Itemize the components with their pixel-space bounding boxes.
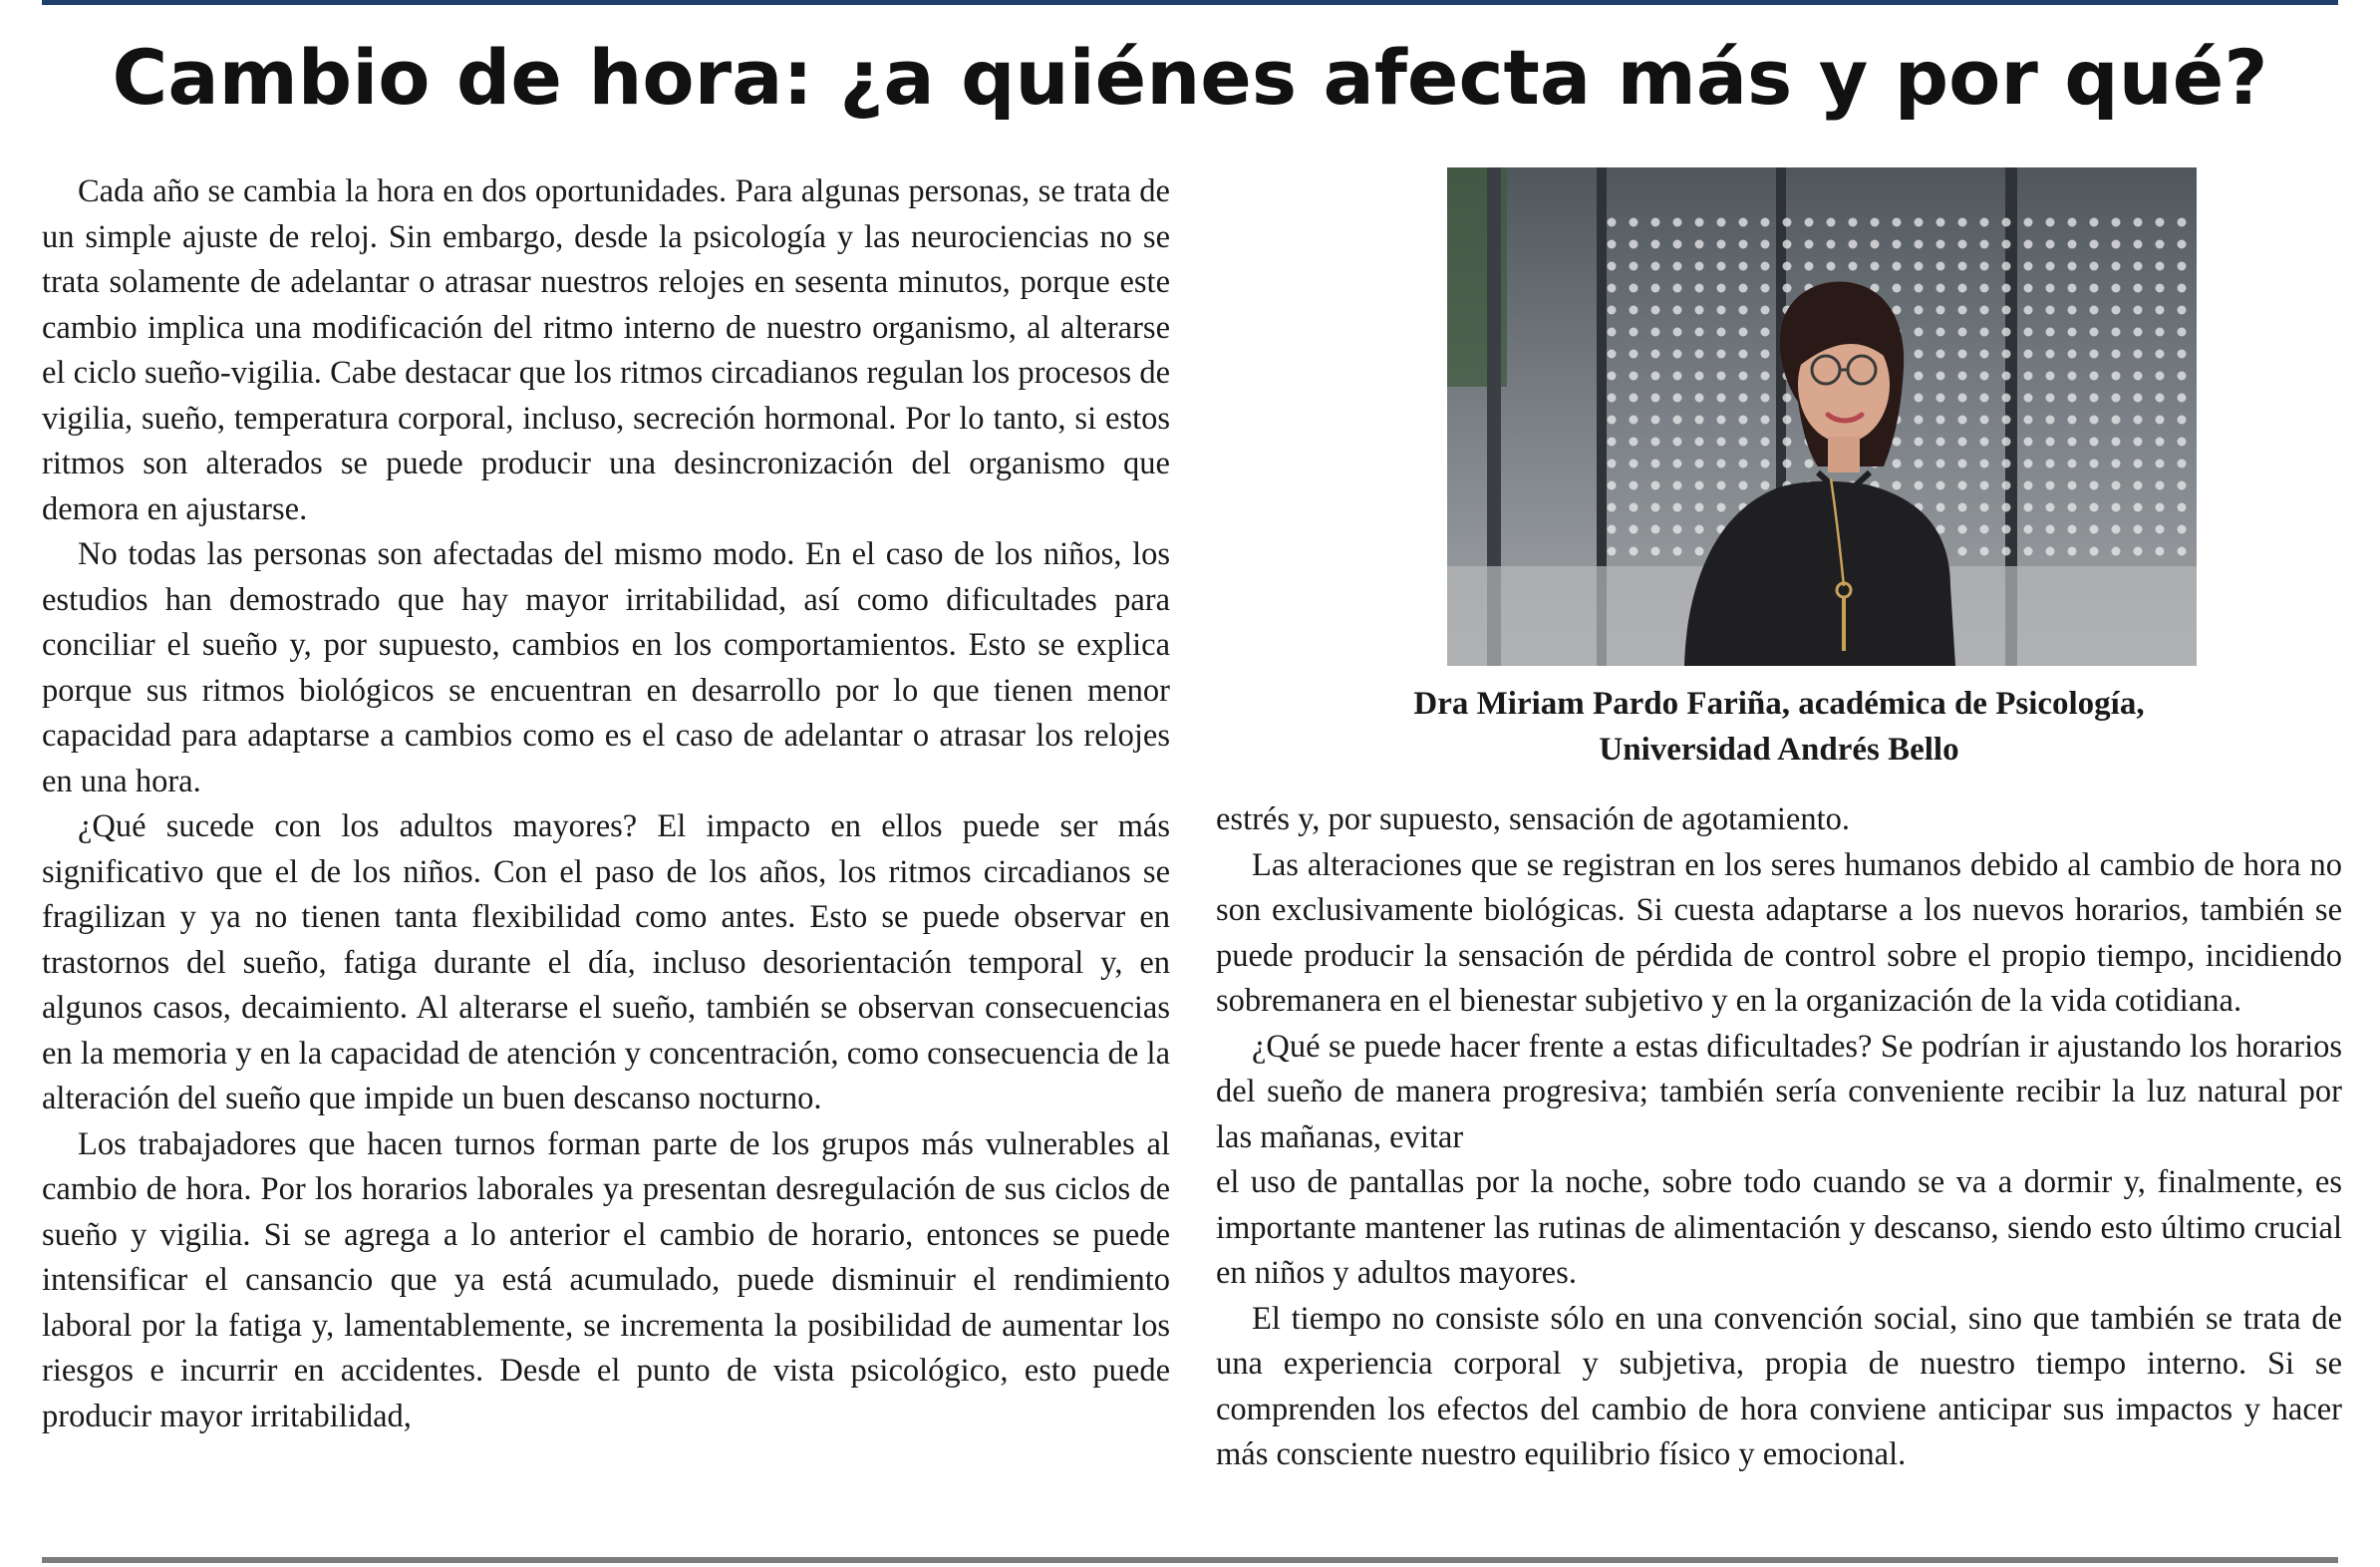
top-rule bbox=[42, 0, 2338, 5]
paragraph: Los trabajadores que hacen turnos forman parte de los grupos más vulnerables al cambio de hora. Por los horarios laborales ya presentan desregulación de sus ciclos de sueño y vigilia. Si se agrega a lo anterior el cambio de horario, entonces se puede intensificar el cansancio que ya está acumulado, puede disminuir el rendimiento laboral por la fatiga y, lamentablemente, se incrementa la posibilidad de aumentar los riesgos e incurrir en accidentes. Desde el punto de vista psicológico, esto puede producir mayor irritabilidad, bbox=[42, 1125, 1170, 1434]
headline: Cambio de hora: ¿a quiénes afecta más y por qué? bbox=[112, 33, 2268, 122]
photo-caption bbox=[1216, 681, 2342, 773]
bottom-rule bbox=[42, 1557, 2338, 1563]
paragraph: No todas las personas son afectadas del mismo modo. En el caso de los niños, los estudios han demostrado que hay mayor irritabilidad, así como dificultades para conciliar el sueño y, por supuesto, cambios en los comportamientos. Esto se explica porque sus ritmos biológicos se encuentran en desarrollo por lo que tienen menor capacidad para adaptarse a cambios como es el caso de adelantar o atrasar los relojes en una hora. bbox=[42, 536, 1170, 799]
paragraph: el uso de pantallas por la noche, sobre todo cuando se va a dormir y, finalmente, es importante mantener las rutinas de alimentación y descanso, siendo esto último crucial en niños y adultos mayores. bbox=[1216, 1164, 2342, 1291]
caption-line: Universidad Andrés Bello bbox=[1599, 732, 1959, 768]
caption-line: Dra Miriam Pardo Fariña, académica de Psicología, bbox=[1413, 686, 2145, 722]
left-column bbox=[42, 169, 1170, 1439]
right-column bbox=[1216, 797, 2342, 1478]
paragraph: Las alteraciones que se registran en los seres humanos debido al cambio de hora no son exclusivamente biológicas. Si cuesta adaptarse a los nuevos horarios, también se puede producir la sensación de pérdida de control sobre el propio tiempo, incidiendo sobremanera en el bienestar subjetivo y en la organización de la vida cotidiana. bbox=[1216, 846, 2342, 1019]
paragraph: Cada año se cambia la hora en dos oportunidades. Para algunas personas, se trata de un simple ajuste de reloj. Sin embargo, desde la psicología y las neurociencias no se trata solamente de adelantar o atrasar nuestros relojes en sesenta minutos, porque este cambio implica una modificación del ritmo interno de nuestro organismo, al alterarse el ciclo sueño-vigilia. Cabe destacar que los ritmos circadianos regulan los procesos de vigilia, sueño, temperatura corporal, incluso, secreción hormonal. Por lo tanto, si estos ritmos son alterados se puede producir una desincronización del organismo que demora en ajustarse. bbox=[42, 173, 1170, 527]
paragraph: El tiempo no consiste sólo en una convención social, sino que también se trata de una experiencia corporal y subjetiva, propia de nuestro tiempo interno. Si se comprenden los efectos del cambio de hora conviene anticipar sus impactos y hacer más consciente nuestro equilibrio físico y emocional. bbox=[1216, 1300, 2342, 1472]
paragraph: ¿Qué se puede hacer frente a estas dificultades? Se podrían ir ajustando los horarios del sueño de manera progresiva; también sería conveniente recibir la luz natural por las mañanas, evitar bbox=[1216, 1028, 2342, 1155]
paragraph: ¿Qué sucede con los adultos mayores? El impacto en ellos puede ser más significativo que el de los niños. Con el paso de los años, los ritmos circadianos se fragilizan y ya no tienen tanta flexibilidad como antes. Esto se puede observar en trastornos del sueño, fatiga durante el día, incluso desorientación temporal y, en algunos casos, decaimiento. Al alterarse el sueño, también se observan consecuencias en la memoria y en la capacidad de atención y concentración, como consecuencia de la alteración del sueño que impide un buen descanso nocturno. bbox=[42, 808, 1170, 1116]
paragraph-continuation: estrés y, por supuesto, sensación de agotamiento. bbox=[1216, 801, 1851, 837]
portrait-illustration bbox=[1447, 167, 2197, 666]
portrait-photo bbox=[1447, 167, 2197, 666]
